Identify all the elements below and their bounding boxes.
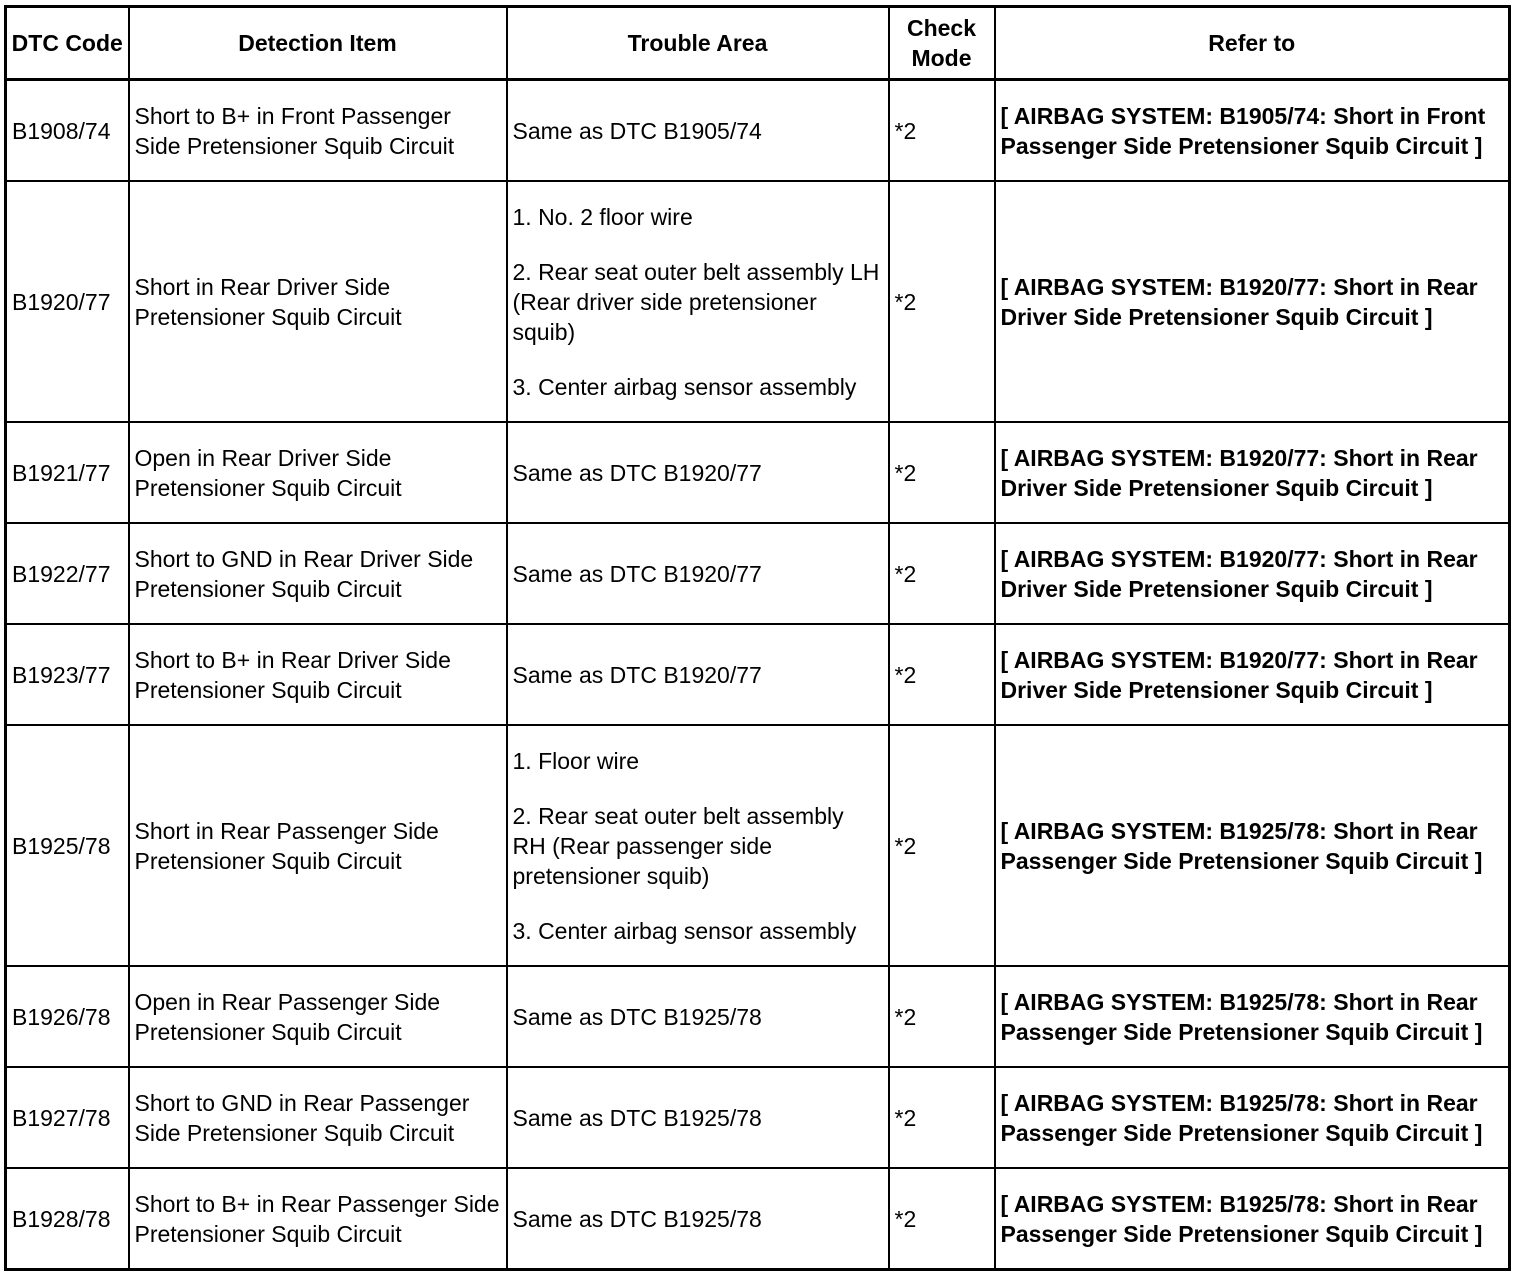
detection-item-cell: Short in Rear Driver Side Pretensioner Squib Circuit (129, 181, 507, 422)
trouble-area-item: Same as DTC B1920/77 (512, 459, 762, 486)
dtc-table (4, 5, 1511, 1271)
trouble-area-item: 1. No. 2 floor wire (512, 203, 693, 230)
trouble-area-item: Same as DTC B1925/78 (512, 1205, 762, 1232)
dtc-code-cell: B1922/77 (6, 523, 129, 624)
trouble-area-item: Same as DTC B1920/77 (512, 560, 762, 587)
table-row (6, 80, 1510, 182)
check-mode-cell: *2 (889, 725, 995, 966)
header-trouble-area: Trouble Area (507, 7, 889, 80)
detection-item-cell: Short to B+ in Rear Driver Side Pretensioner Squib Circuit (129, 624, 507, 725)
trouble-area-cell (507, 725, 889, 966)
trouble-area-cell (507, 80, 889, 182)
trouble-area-item: Same as DTC B1920/77 (512, 661, 762, 688)
check-mode-cell: *2 (889, 966, 995, 1067)
table-row (6, 181, 1510, 422)
refer-to-cell: [ AIRBAG SYSTEM: B1905/74: Short in Front Passenger Side Pretensioner Squib Circuit ] (995, 80, 1510, 182)
detection-item-cell: Short to GND in Rear Driver Side Pretensioner Squib Circuit (129, 523, 507, 624)
dtc-code-cell: B1927/78 (6, 1067, 129, 1168)
table-body (6, 80, 1510, 1270)
trouble-area-item: 3. Center airbag sensor assembly (512, 917, 857, 944)
detection-item-cell: Short to B+ in Front Passenger Side Pretensioner Squib Circuit (129, 80, 507, 182)
dtc-code-cell: B1908/74 (6, 80, 129, 182)
trouble-area-item: 2. Rear seat outer belt assembly RH (Rear passenger side pretensioner squib) (512, 802, 844, 889)
refer-to-cell: [ AIRBAG SYSTEM: B1920/77: Short in Rear Driver Side Pretensioner Squib Circuit ] (995, 422, 1510, 523)
refer-to-cell: [ AIRBAG SYSTEM: B1925/78: Short in Rear Passenger Side Pretensioner Squib Circuit ] (995, 725, 1510, 966)
refer-to-cell: [ AIRBAG SYSTEM: B1925/78: Short in Rear Passenger Side Pretensioner Squib Circuit ] (995, 1168, 1510, 1270)
table-row (6, 523, 1510, 624)
refer-to-cell: [ AIRBAG SYSTEM: B1920/77: Short in Rear Driver Side Pretensioner Squib Circuit ] (995, 523, 1510, 624)
table-row (6, 966, 1510, 1067)
header-dtc-code: DTC Code (6, 7, 129, 80)
trouble-area-cell (507, 523, 889, 624)
header-check-mode: Check Mode (889, 7, 995, 80)
header-row (6, 7, 1510, 80)
trouble-area-cell (507, 422, 889, 523)
detection-item-cell: Open in Rear Passenger Side Pretensioner Squib Circuit (129, 966, 507, 1067)
table-row (6, 1168, 1510, 1270)
trouble-area-item: 3. Center airbag sensor assembly (512, 373, 857, 400)
trouble-area-item: Same as DTC B1925/78 (512, 1104, 762, 1131)
check-mode-cell: *2 (889, 422, 995, 523)
trouble-area-cell (507, 624, 889, 725)
check-mode-cell: *2 (889, 1067, 995, 1168)
trouble-area-cell (507, 1067, 889, 1168)
trouble-area-cell (507, 966, 889, 1067)
check-mode-cell: *2 (889, 523, 995, 624)
trouble-area-cell (507, 181, 889, 422)
detection-item-cell: Short to GND in Rear Passenger Side Pretensioner Squib Circuit (129, 1067, 507, 1168)
trouble-area-item: 1. Floor wire (512, 747, 640, 774)
table-header (6, 7, 1510, 80)
detection-item-cell: Short to B+ in Rear Passenger Side Pretensioner Squib Circuit (129, 1168, 507, 1270)
table-row (6, 624, 1510, 725)
dtc-code-cell: B1928/78 (6, 1168, 129, 1270)
dtc-code-cell: B1923/77 (6, 624, 129, 725)
refer-to-cell: [ AIRBAG SYSTEM: B1920/77: Short in Rear Driver Side Pretensioner Squib Circuit ] (995, 181, 1510, 422)
trouble-area-item: 2. Rear seat outer belt assembly LH (Rear driver side pretensioner squib) (512, 258, 880, 345)
table-row (6, 1067, 1510, 1168)
refer-to-cell: [ AIRBAG SYSTEM: B1925/78: Short in Rear Passenger Side Pretensioner Squib Circuit ] (995, 966, 1510, 1067)
trouble-area-item: Same as DTC B1905/74 (512, 117, 762, 144)
table-row (6, 422, 1510, 523)
check-mode-cell: *2 (889, 181, 995, 422)
header-refer-to: Refer to (995, 7, 1510, 80)
header-detection-item: Detection Item (129, 7, 507, 80)
refer-to-cell: [ AIRBAG SYSTEM: B1925/78: Short in Rear Passenger Side Pretensioner Squib Circuit ] (995, 1067, 1510, 1168)
dtc-code-cell: B1926/78 (6, 966, 129, 1067)
dtc-code-cell: B1925/78 (6, 725, 129, 966)
trouble-area-cell (507, 1168, 889, 1270)
check-mode-cell: *2 (889, 80, 995, 182)
dtc-code-cell: B1921/77 (6, 422, 129, 523)
check-mode-cell: *2 (889, 1168, 995, 1270)
detection-item-cell: Short in Rear Passenger Side Pretensioner Squib Circuit (129, 725, 507, 966)
dtc-code-cell: B1920/77 (6, 181, 129, 422)
table-row (6, 725, 1510, 966)
check-mode-cell: *2 (889, 624, 995, 725)
detection-item-cell: Open in Rear Driver Side Pretensioner Squib Circuit (129, 422, 507, 523)
refer-to-cell: [ AIRBAG SYSTEM: B1920/77: Short in Rear Driver Side Pretensioner Squib Circuit ] (995, 624, 1510, 725)
trouble-area-item: Same as DTC B1925/78 (512, 1003, 762, 1030)
